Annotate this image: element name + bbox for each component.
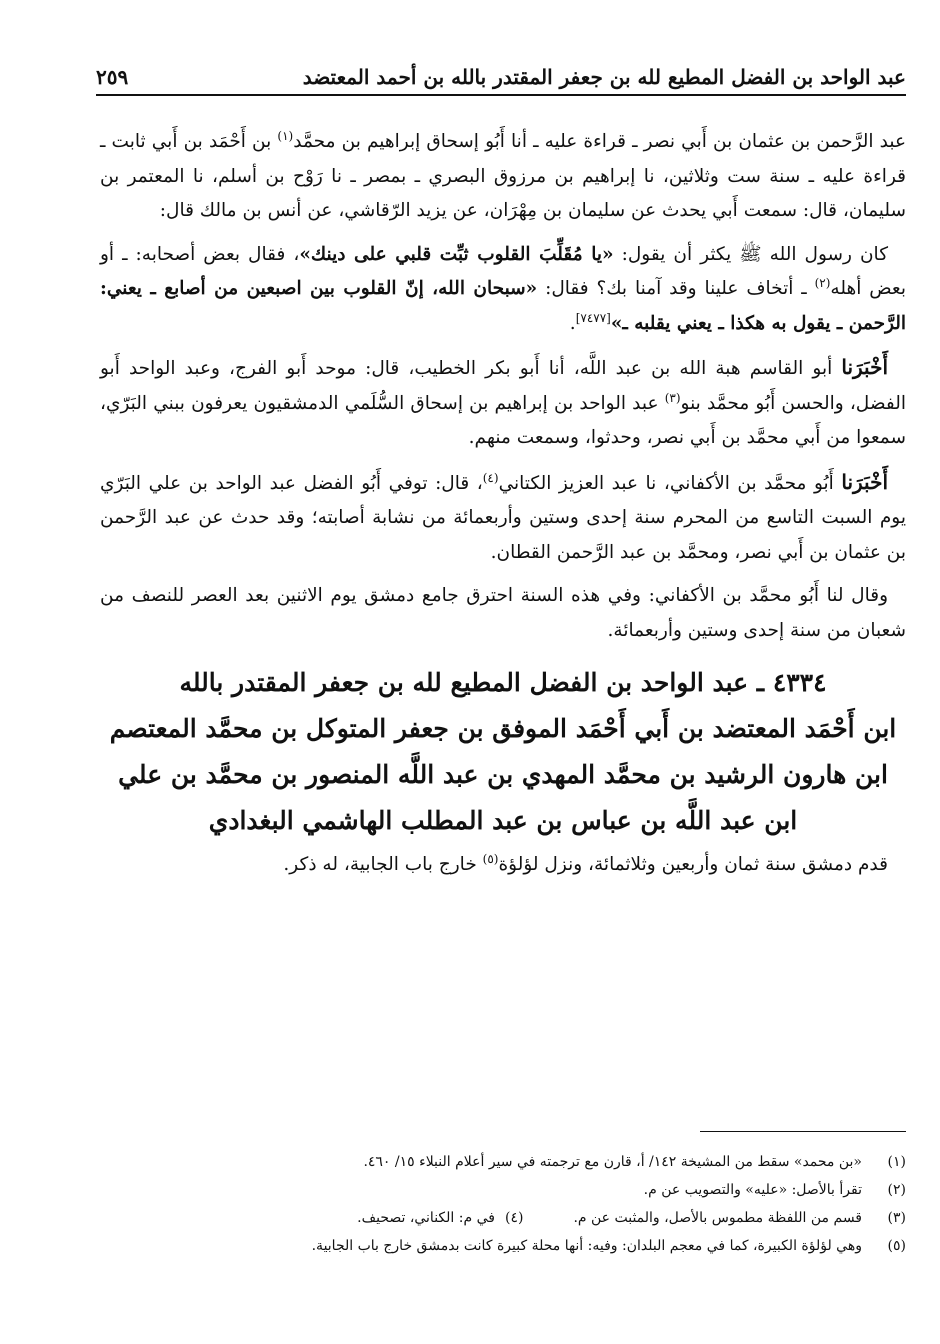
paragraph-fire	[100, 579, 906, 648]
paragraph-hadith: كان رسول الله ﷺ يكثر أن يقول: «يا مُقَلِّبَ القلوب ثبِّت قلبي على دينك»، فقال بعض أصحابه: ـ أو بعض أهله$^{(٢)}$ ـ أتخاف علينا وقد آمنا بك؟ فقال: «سبحان الله، إنّ القلوب بين اصبعين من أصابع ـ يعني: الرَّحمن ـ يقول به هكذا ـ يعني يقلبه ـ»[٧٤٧٧].	[100, 243, 906, 334]
entry-heading-line-2: ابن أَحْمَد المعتضد بن أَبي أَحْمَد الموفق بن جعفر المتوكل بن محمَّد المعتصم	[109, 714, 897, 743]
main-text	[100, 125, 906, 892]
hadith-number: [٧٤٧٧]	[575, 310, 611, 325]
footnote-ref-2: (٢)	[814, 275, 831, 290]
text: عبد الرَّحمن بن عثمان بن أَبي نصر ـ قراءة عليه ـ أنا أَبُو إسحاق إبراهيم بن محمَّد	[293, 131, 907, 152]
text: قدم دمشق سنة ثمان وأربعين وثلاثمائة، ونزل لؤلؤة	[498, 854, 888, 875]
text: ، قال: توفي أَبُو الفضل عبد الواحد بن علي البَرّي يوم السبت التاسع من المحرم سنة إحدى وستين وأربعمائة من نشابة أصابته؛ وقد حدث عن عبد الرَّحمن بن عثمان بن أَبي نصر، ومحمَّد بن عبد الرَّحمن القطان.	[100, 472, 906, 563]
header-title: عبد الواحد بن الفضل المطيع لله بن جعفر المقتدر بالله بن أحمد المعتضد	[302, 65, 906, 89]
footnote-text: «بن محمد» سقط من المشيخة ١٤٢/ أ، قارن مع ترجمته في سير أعلام النبلاء ١٥/ ٤٦٠.	[363, 1154, 862, 1170]
text: بن أَحْمَد بن أَبي ثابت ـ قراءة عليه ـ سنة ست وثلاثين، نا إبراهيم بن مرزوق البصري ـ بمصر ـ نا رَوْح بن أسلم، نا المعتمر بن سليمان، قال: سمعت أَبي يحدث عن سليمان بن مِهْرَان، عن يزيد الرّقاشي، عن أنس بن مالك قال:	[100, 131, 906, 221]
footnote-text: وهي لؤلؤة الكبيرة، كما في معجم البلدان: وفيه: أنها محلة كبيرة كانت بدمشق خارج باب الجابية.	[311, 1238, 862, 1254]
footnote-number: (٢)	[887, 1182, 906, 1198]
running-header	[96, 60, 906, 96]
hadith-quote-2: «سبحان الله، إنّ القلوب بين اصبعين من أصابع ـ يعني: الرَّحمن ـ يقول به هكذا ـ يعني يقلبه ـ»	[100, 278, 906, 334]
footnote-number: (١)	[887, 1154, 906, 1170]
lead-word: أَخْبَرَنا	[841, 355, 888, 379]
footnote-ref-1: (١)	[277, 128, 294, 143]
text: كان رسول الله ﷺ يكثر أن يقول:	[613, 243, 889, 265]
footnote-ref-5: (٥)	[482, 851, 499, 866]
text: أَبُو محمَّد بن الأكفاني، نا عبد العزيز الكتاني	[498, 472, 842, 494]
footnote-text: قسم من اللفظة مطموس بالأصل، والمثبت عن م.	[573, 1210, 862, 1226]
footnote-2	[100, 1176, 906, 1204]
footnote-3-4	[100, 1204, 906, 1232]
entry-heading	[100, 660, 906, 844]
entry-heading-line-4: ابن عبد اللَّه بن عباس بن عبد المطلب الهاشمي البغدادي	[208, 806, 798, 835]
text: وقال لنا أَبُو محمَّد بن الأكفاني: وفي هذه السنة احترق جامع دمشق يوم الاثنين بعد العصر للنصف من شعبان من سنة إحدى وستين وأربعمائة.	[100, 585, 906, 641]
footnote-text: تقرأ بالأصل: «عليه» والتصويب عن م.	[643, 1182, 862, 1198]
footnote-number: (٤)	[504, 1210, 524, 1226]
hadith-quote-1: «يا مُقَلِّبَ القلوب ثبِّت قلبي على دينك»	[299, 243, 614, 265]
footnote-5	[100, 1232, 906, 1260]
footnote-ref-3: (٣)	[664, 390, 681, 405]
footnote-number: (٣)	[887, 1210, 906, 1226]
text: أبو القاسم هبة الله بن عبد اللَّه، أنا أَبو بكر الخطيب، قال: موحد أَبو الفرج، وعبد الواحد أَبو الفضل، والحسن أَبُو محمَّد بنو	[100, 358, 906, 414]
entry-heading-line-3: ابن هارون الرشيد بن محمَّد المهدي بن عبد اللَّه المنصور بن محمَّد بن علي	[118, 760, 888, 789]
text: ـ أتخاف علينا وقد آمنا بك؟ فقال:	[537, 278, 815, 299]
spacer	[533, 1204, 563, 1232]
text: عبد الواحد بن إبراهيم بن إسحاق السُّلَمي الدمشقيون يعرفون ببني البَرّي، سمعوا من أَبي محمَّد بن أَبي نصر، وحدثوا، وسمعت منهم.	[100, 392, 906, 448]
paragraph-isnad-1	[100, 125, 906, 229]
text: خارج باب الجابية، له ذكر.	[283, 854, 483, 875]
paragraph-entry-body	[100, 848, 906, 883]
text: ، فقال بعض أصحابه: ـ أو بعض أهله	[100, 243, 906, 299]
page-number: ٢٥٩	[96, 65, 129, 89]
paragraph-akhbarana-2	[100, 465, 906, 571]
footnote-text: في م: الكناني، تصحيف.	[357, 1210, 495, 1226]
footnote-ref-4: (٤)	[482, 470, 499, 485]
lead-word: أَخْبَرَنا	[841, 469, 889, 494]
footnote-1	[100, 1148, 906, 1176]
entry-heading-line-1: ٤٣٣٤ ـ عبد الواحد بن الفضل المطيع لله بن جعفر المقتدر بالله	[179, 668, 827, 697]
footnote-number: (٥)	[887, 1238, 906, 1254]
paragraph-akhbarana-1	[100, 350, 906, 456]
footnotes	[100, 1148, 906, 1260]
footnote-divider	[700, 1131, 906, 1132]
